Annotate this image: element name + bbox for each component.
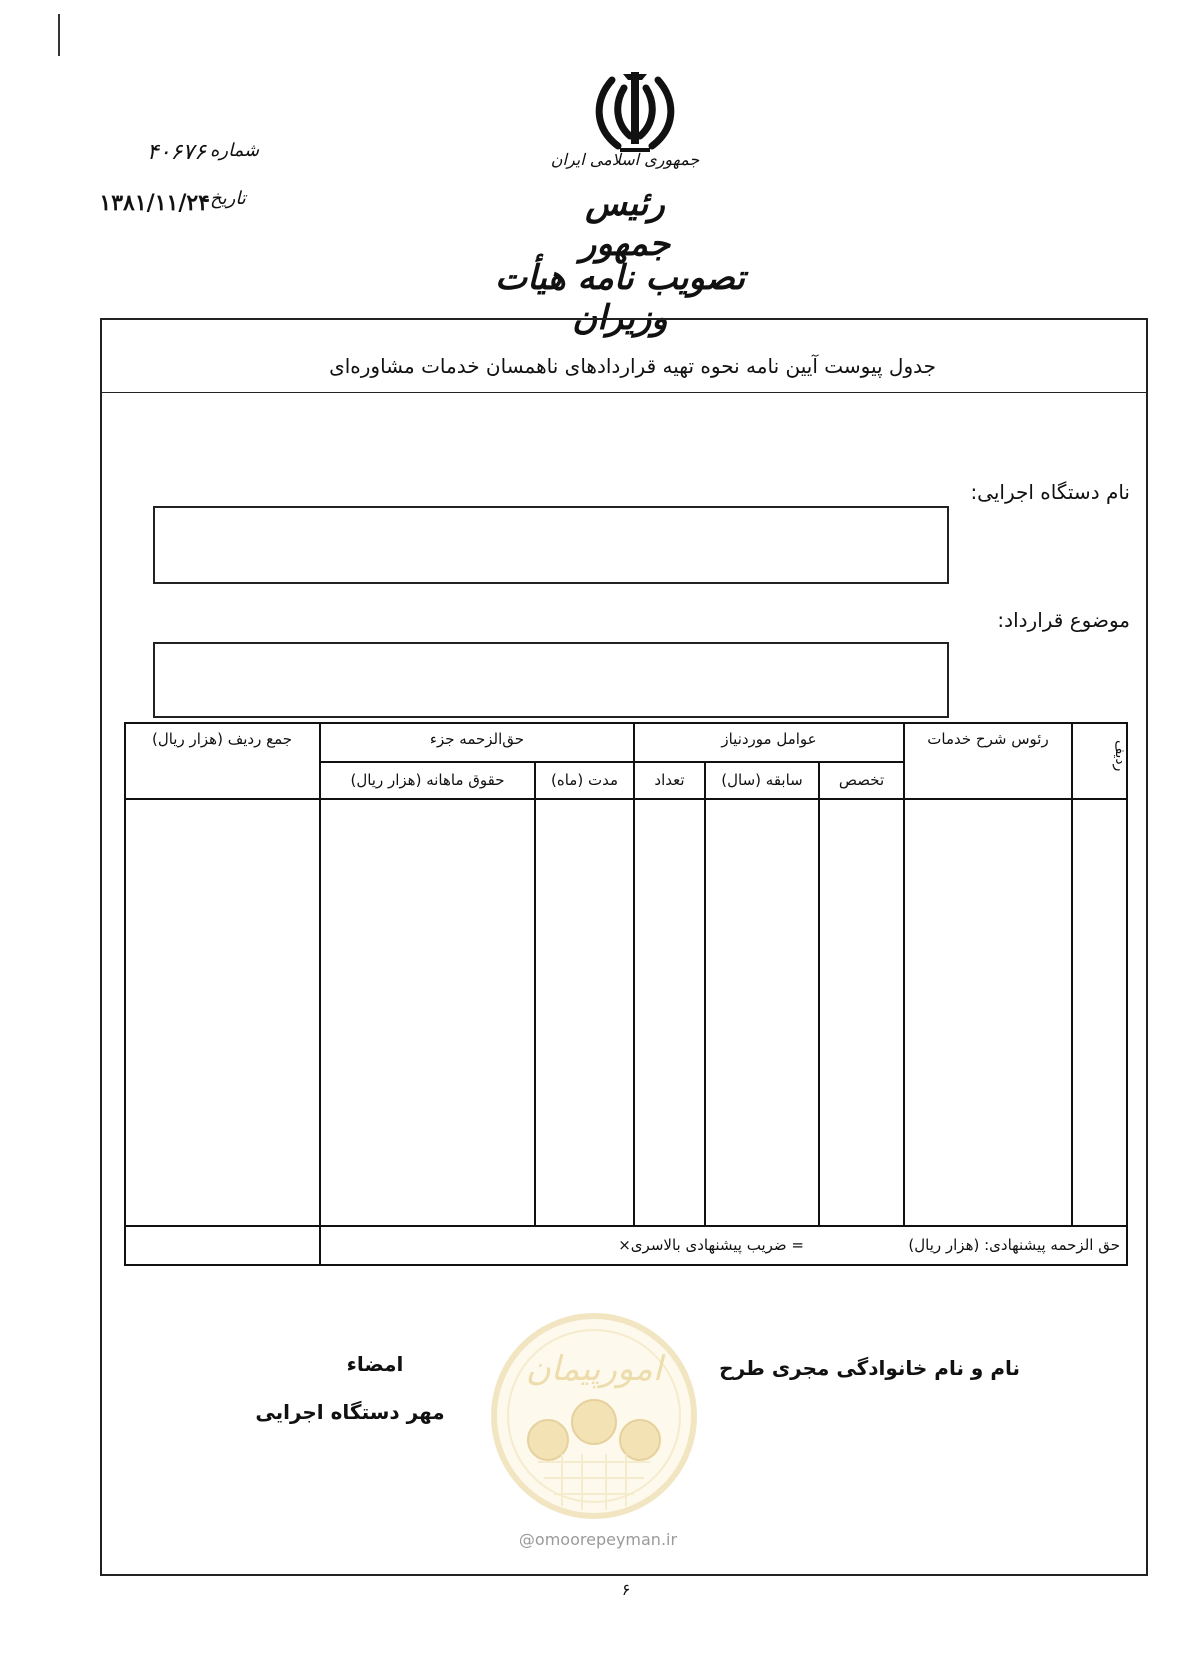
margin-mark [58,14,60,56]
subject-field[interactable] [153,642,949,718]
number-label: شماره [210,140,260,161]
header-row-total: جمع ردیف (هزار ریال) [151,730,293,748]
office-title: رئیس جمهور [579,184,671,264]
header-experience: سابقه (سال) [721,771,803,789]
table-grid [124,722,1128,1266]
proposed-fee-label: حق الزحمه پیشنهادی: (هزار ریال) [908,1236,1120,1254]
header-count: تعداد [654,771,685,789]
country-name: جمهوری اسلامی ایران [550,150,700,169]
page-number: ۶ [621,1580,631,1599]
header-duration: مدت (ماه) [551,771,618,789]
header-factors: عوامل موردنیاز [721,730,817,748]
header-row: ردیف [1112,740,1128,772]
number-value: ۴۰۶۷۶ [146,140,206,165]
agency-field[interactable] [153,506,949,584]
date-label: تاریخ [210,188,246,209]
cost-table [124,722,1128,1266]
watermark-url: @omoorepeyman.ir [518,1530,678,1549]
header-specialty: تخصص [838,771,885,789]
stamp-label: مهر دستگاه اجرایی [255,1400,445,1424]
watermark-logo [488,1310,700,1522]
subject-label: موضوع قرارداد: [997,608,1130,632]
header-fee-part: حق‌الزحمه جزء [429,730,525,748]
header-services: رئوس شرح خدمات [927,730,1049,748]
form-title: جدول پیوست آیین نامه نحوه تهیه قراردادهای ناهمسان خدمات مشاوره‌ای [329,354,936,378]
executor-name-label: نام و نام خانوادگی مجری طرح [719,1356,1020,1380]
signature-label: امضاء [346,1352,404,1376]
agency-label: نام دستگاه اجرایی: [970,480,1130,504]
header-monthly-salary: حقوق ماهانه (هزار ریال) [350,771,505,789]
document-type: تصویب نامه هیأت وزیران [495,258,745,338]
date-value: ۱۳۸۱/۱۱/۲۴ [99,190,210,216]
emblem-icon [590,66,680,158]
svg-text:امورپیمان: امورپیمان [525,1349,663,1389]
coefficient-label: = ضریب پیشنهادی بالاسری× [618,1236,804,1254]
title-divider [100,392,1146,393]
